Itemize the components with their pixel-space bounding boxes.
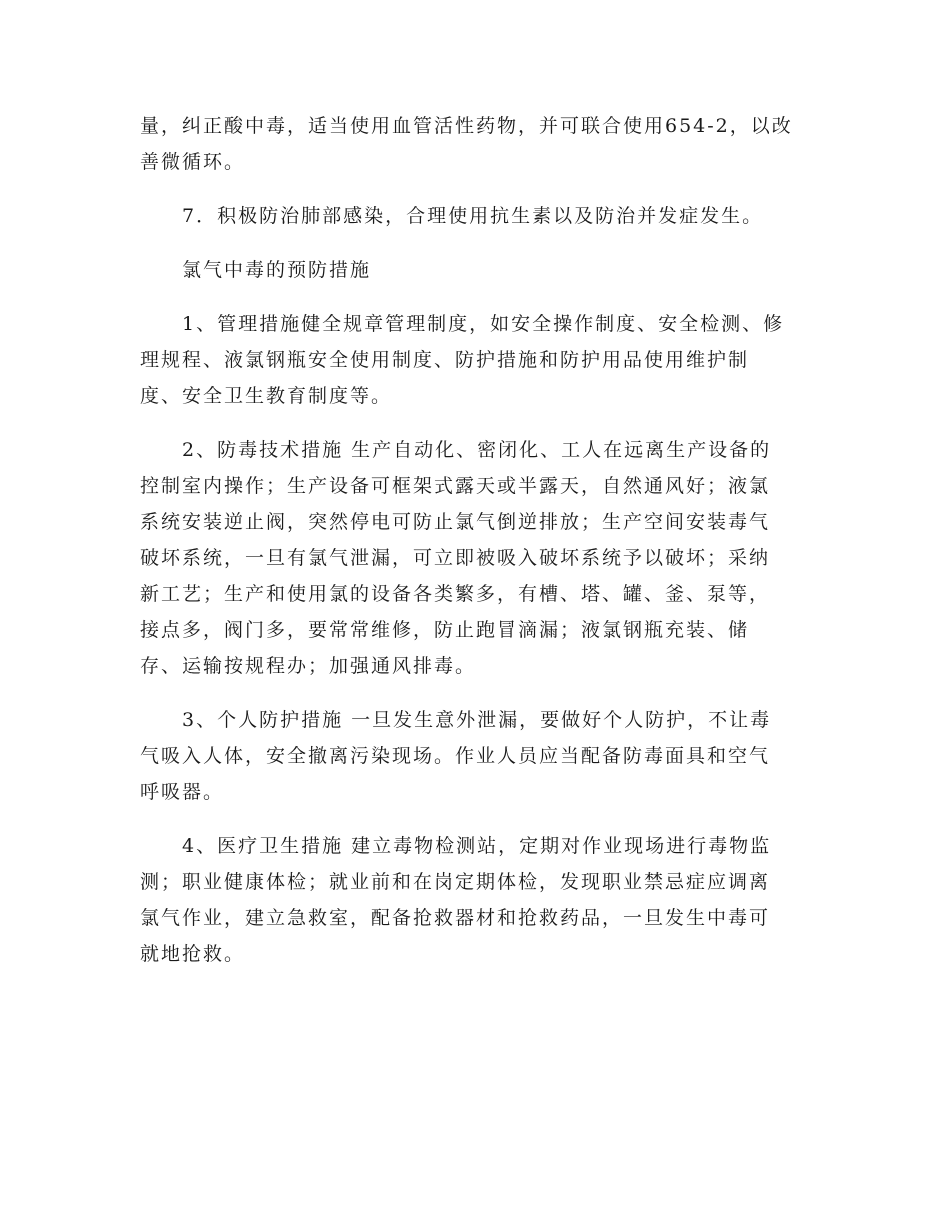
text-line: 存、运输按规程办；加强通风排毒。 bbox=[140, 655, 477, 677]
text-line: 呼吸器。 bbox=[140, 781, 225, 803]
text-line: 3、个人防护措施 一旦发生意外泄漏，要做好个人防护，不让毒 bbox=[182, 709, 772, 731]
text-line: 新工艺；生产和使用氯的设备各类繁多，有槽、塔、罐、釜、泵等， bbox=[140, 583, 771, 605]
paragraph-prevention-3 bbox=[140, 702, 820, 810]
text-line: 测；职业健康体检；就业前和在岗定期体检，发现职业禁忌症应调离 bbox=[140, 871, 771, 893]
section-heading-prevention bbox=[140, 252, 820, 288]
text-line: 破坏系统，一旦有氯气泄漏，可立即被吸入破坏系统予以破坏；采纳 bbox=[140, 547, 771, 569]
paragraph-treatment-7 bbox=[140, 198, 820, 234]
section-title: 氯气中毒的预防措施 bbox=[182, 259, 372, 281]
paragraph-prevention-1 bbox=[140, 306, 820, 414]
text-line: 氯气作业，建立急救室，配备抢救器材和抢救药品，一旦发生中毒可 bbox=[140, 907, 771, 929]
text-line: 系统安装逆止阀，突然停电可防止氯气倒逆排放；生产空间安装毒气 bbox=[140, 511, 771, 533]
text-line: 气吸入人体，安全撤离污染现场。作业人员应当配备防毒面具和空气 bbox=[140, 745, 771, 767]
paragraph-prevention-4 bbox=[140, 828, 820, 972]
text-line: 度、安全卫生教育制度等。 bbox=[140, 385, 393, 407]
text-line: 4、医疗卫生措施 建立毒物检测站，定期对作业现场进行毒物监 bbox=[182, 835, 772, 857]
paragraph-prevention-2 bbox=[140, 432, 820, 684]
document-body bbox=[140, 108, 820, 972]
text-line: 控制室内操作；生产设备可框架式露天或半露天，自然通风好；液氯 bbox=[140, 475, 771, 497]
text-line: 2、防毒技术措施 生产自动化、密闭化、工人在远离生产设备的 bbox=[182, 439, 772, 461]
text-line: 善微循环。 bbox=[140, 151, 246, 173]
text-line: 1、管理措施健全规章管理制度，如安全操作制度、安全检测、修 bbox=[182, 313, 785, 335]
text-line: 7．积极防治肺部感染，合理使用抗生素以及防治并发症发生。 bbox=[182, 205, 764, 227]
paragraph-treatment-6-tail bbox=[140, 108, 820, 180]
text-line: 理规程、液氯钢瓶安全使用制度、防护措施和防护用品使用维护制 bbox=[140, 349, 750, 371]
text-line: 接点多，阀门多，要常常维修，防止跑冒滴漏；液氯钢瓶充装、储 bbox=[140, 619, 750, 641]
text-line: 量，纠正酸中毒，适当使用血管活性药物，并可联合使用654-2，以改 bbox=[140, 115, 793, 137]
text-line: 就地抢救。 bbox=[140, 943, 246, 965]
